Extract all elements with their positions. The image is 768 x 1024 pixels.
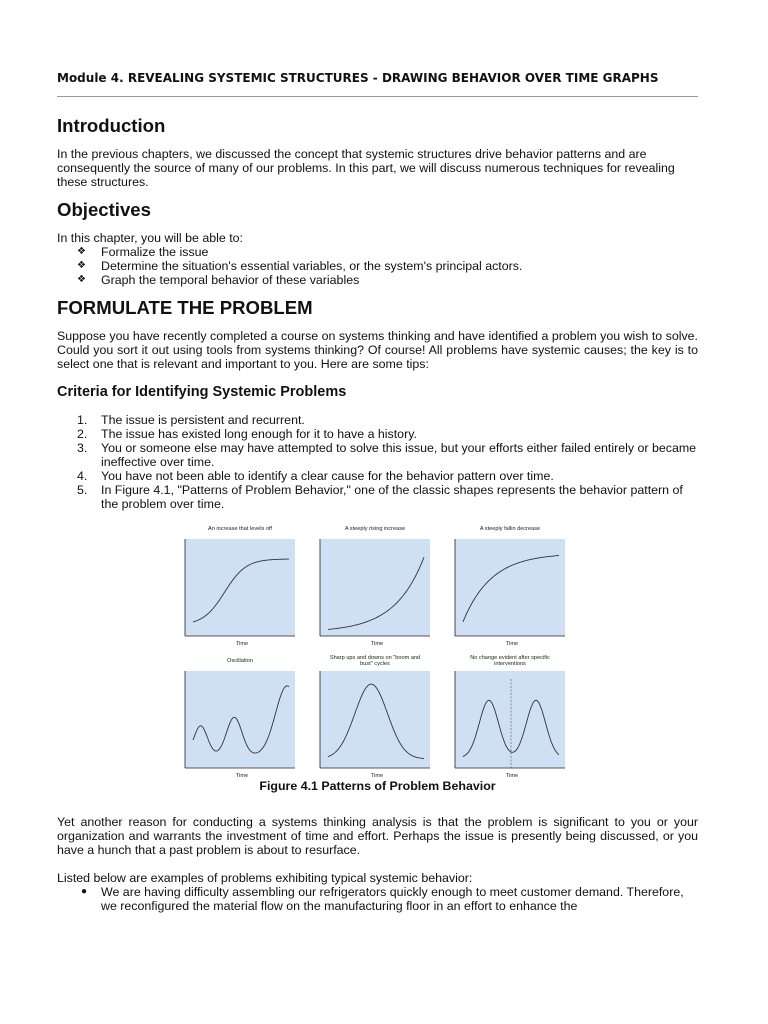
criteria-heading: Criteria for Identifying Systemic Problems [57, 383, 347, 400]
panel-time-label: Time [505, 772, 519, 779]
panel-plot-area [455, 671, 565, 768]
panel-time-label: Time [505, 640, 519, 647]
introduction-heading: Introduction [57, 114, 166, 136]
panel-time-label: Time [235, 772, 249, 779]
figure-4-1 [57, 523, 698, 779]
panel-title: Sharp ups and downs on "boom and [329, 654, 421, 661]
criteria-item: 4. You have not been able to identify a clear cause for the behavior pattern over time. [77, 468, 554, 483]
panel-title: An increase that levels off [208, 525, 272, 532]
panel-time-label: Time [370, 640, 384, 647]
objectives-list [57, 245, 698, 287]
criteria-item: 5. In Figure 4.1, "Patterns of Problem Behavior," one of the classic shapes represents the behavior pattern of the problem over time. [77, 482, 683, 511]
criteria-item: 2. The issue has existed long enough for it to have a history. [77, 426, 417, 441]
panel-time-label: Time [370, 772, 384, 779]
panel-title: bust" cycles [360, 660, 390, 667]
panel-title: Oscillation [227, 657, 253, 664]
diamond-bullet-icon: ❖ [77, 245, 86, 257]
behavior-patterns-figure [57, 523, 698, 779]
criteria-item: 1. The issue is persistent and recurrent. [77, 412, 305, 427]
criteria-item: 3. You or someone else may have attempted to solve this issue, but your efforts either failed entirely or became ineffective over time. [77, 440, 697, 469]
panel-title: A steeply fallin decrease [479, 525, 541, 532]
examples-lead: Listed below are examples of problems exhibiting typical systemic behavior: [57, 870, 473, 885]
introduction-text: In the previous chapters, we discussed the concept that systemic structures drive behavior patterns and are consequently the source of many of our problems. In this part, we will discuss numerous techniques for revealing these structures. [57, 146, 675, 189]
objective-item: ❖ Determine the situation's essential variables, or the system's principal actors. [77, 258, 523, 273]
formulate-text: Suppose you have recently completed a course on systems thinking and have identified a problem you wish to solve. Could you sort it out using tools from systems thinking? Of course! All problems have systemic causes; the key is to select one that is relevant and important to you. Here are some tips: [57, 328, 698, 371]
panel-plot-area [320, 539, 430, 636]
reason-text: Yet another reason for conducting a systems thinking analysis is that the problem is significant to you or your organization and warrants the investment of time and effort. Perhaps the issue is presently being discussed, or you have a hunch that a past problem is about to resurface. [57, 814, 698, 857]
objectives-lead: In this chapter, you will be able to: [57, 230, 243, 245]
panel-plot-area [185, 539, 295, 636]
panel-title: interventions [494, 660, 526, 667]
objective-item: ❖ Formalize the issue [77, 244, 209, 259]
examples-list [57, 885, 698, 913]
diamond-bullet-icon: ❖ [77, 259, 86, 271]
example-item: ● We are having difficulty assembling our refrigerators quickly enough to meet customer demand. Therefore, we reconfigured the material flow on the manufacturing floor in an effort to enhance the [81, 884, 684, 913]
dot-bullet-icon: ● [81, 885, 88, 897]
criteria-list [57, 413, 698, 511]
objective-item: ❖ Graph the temporal behavior of these variables [77, 272, 360, 287]
panel-time-label: Time [235, 640, 249, 647]
panel-plot-area [185, 671, 295, 768]
diamond-bullet-icon: ❖ [77, 273, 86, 285]
formulate-heading: FORMULATE THE PROBLEM [57, 296, 313, 318]
panel-plot-area [455, 539, 565, 636]
panel-title: No change evident after specific [470, 654, 550, 661]
document-content [57, 71, 698, 913]
figure-caption: Figure 4.1 Patterns of Problem Behavior [259, 778, 496, 793]
objectives-heading: Objectives [57, 198, 151, 220]
module-title: Module 4. REVEALING SYSTEMIC STRUCTURES - DRAWING BEHAVIOR OVER TIME GRAPHS [57, 71, 659, 85]
panel-title: A steeply rising increase [344, 525, 406, 532]
